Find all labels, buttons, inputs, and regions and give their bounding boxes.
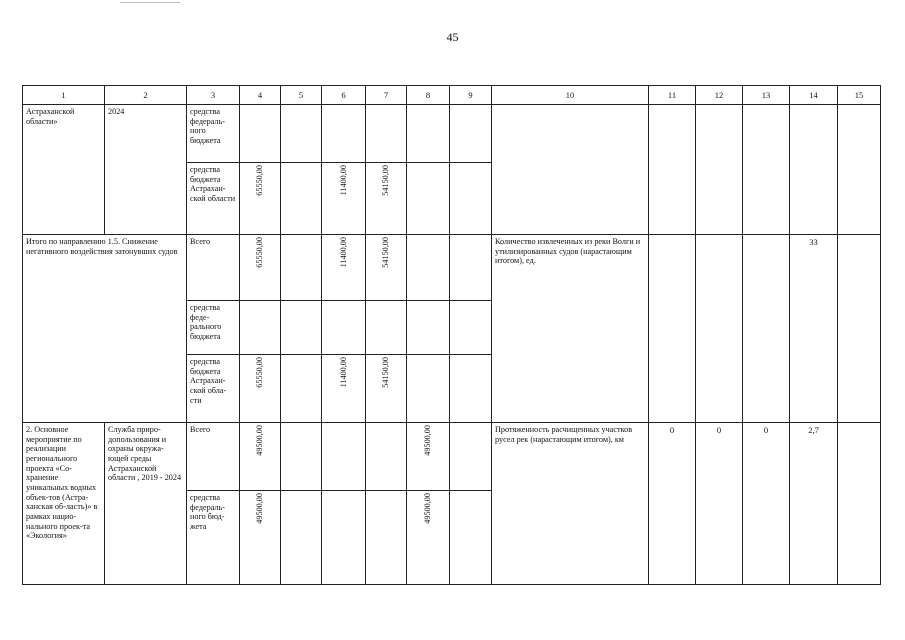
value-col4: 65550,00 <box>255 165 265 196</box>
value-col13: 0 <box>743 423 790 585</box>
header-cell: 3 <box>187 86 240 105</box>
cell-indicator: Количество извлеченных из реки Волги и утилизированных судов (нарастающим итогом), ед. <box>492 235 649 423</box>
page-number: 45 <box>446 30 459 44</box>
header-cell: 10 <box>492 86 649 105</box>
cell-main-activity: 2. Основное мероприятие по реализации регионального проекта «Со-хранение уникальных водных объек-тов (Астра-ханская об-ласть)» в рамках нацио-нального проек-та «Экология» <box>23 423 105 585</box>
cell-source: средства федераль-ного бюд-жета <box>187 491 240 585</box>
cell-executor: Служба приро-допользования и охраны окружа-ющей среды Астраханской области , 2019 - 2024 <box>105 423 187 585</box>
header-cell: 1 <box>23 86 105 105</box>
cell-executor: Астраханской области» <box>23 105 105 235</box>
header-cell: 15 <box>838 86 881 105</box>
header-cell: 7 <box>366 86 407 105</box>
cell-source: средства бюджета Астрахан-ской обла-сти <box>187 355 240 423</box>
header-cell: 9 <box>450 86 492 105</box>
value-col14: 33 <box>790 235 838 423</box>
table-row <box>23 105 881 163</box>
cell-period: 2024 <box>105 105 187 235</box>
value-col8: 49500,00 <box>423 493 433 524</box>
header-row <box>23 86 881 105</box>
value-col6: 11400,00 <box>338 237 348 268</box>
cell-source: средства бюджета Астрахан-ской области <box>187 163 240 235</box>
value-col7: 54150,00 <box>381 237 391 268</box>
value-col7: 54150,00 <box>381 357 391 388</box>
header-cell: 8 <box>407 86 450 105</box>
value-col14: 2,7 <box>790 423 838 585</box>
header-cell: 4 <box>240 86 281 105</box>
value-col6: 11400,00 <box>338 165 348 196</box>
table-row <box>23 235 881 301</box>
cell-source: Всего <box>187 235 240 301</box>
value-col7: 54150,00 <box>381 165 391 196</box>
value-col4: 65550,00 <box>255 357 265 388</box>
header-cell: 2 <box>105 86 187 105</box>
table-row <box>23 423 881 491</box>
value-col8: 49500,00 <box>423 425 433 456</box>
header-cell: 13 <box>743 86 790 105</box>
header-cell: 12 <box>696 86 743 105</box>
cell-indicator: Протяженность расчищенных участков русел рек (нарастающим итогом), км <box>492 423 649 585</box>
value-col4: 65550,00 <box>255 237 265 268</box>
value-col11: 0 <box>649 423 696 585</box>
scan-artifact <box>120 0 180 3</box>
value-col12: 0 <box>696 423 743 585</box>
header-cell: 5 <box>281 86 322 105</box>
value-col6: 11400,00 <box>338 357 348 388</box>
value-col4: 49500,00 <box>255 425 265 456</box>
cell-source: Всего <box>187 423 240 491</box>
value-col4: 49500,00 <box>255 493 265 524</box>
header-cell: 6 <box>322 86 366 105</box>
cell-subtotal-title: Итого по направлению 1.5. Снижение негативного воздействия затонувших судов <box>23 235 187 423</box>
cell-indicator <box>492 105 649 235</box>
cell-source: средства феде-рального бюджета <box>187 301 240 355</box>
cell-source: средства федераль-ного бюджета <box>187 105 240 163</box>
header-cell: 11 <box>649 86 696 105</box>
budget-table <box>22 85 881 585</box>
header-cell: 14 <box>790 86 838 105</box>
